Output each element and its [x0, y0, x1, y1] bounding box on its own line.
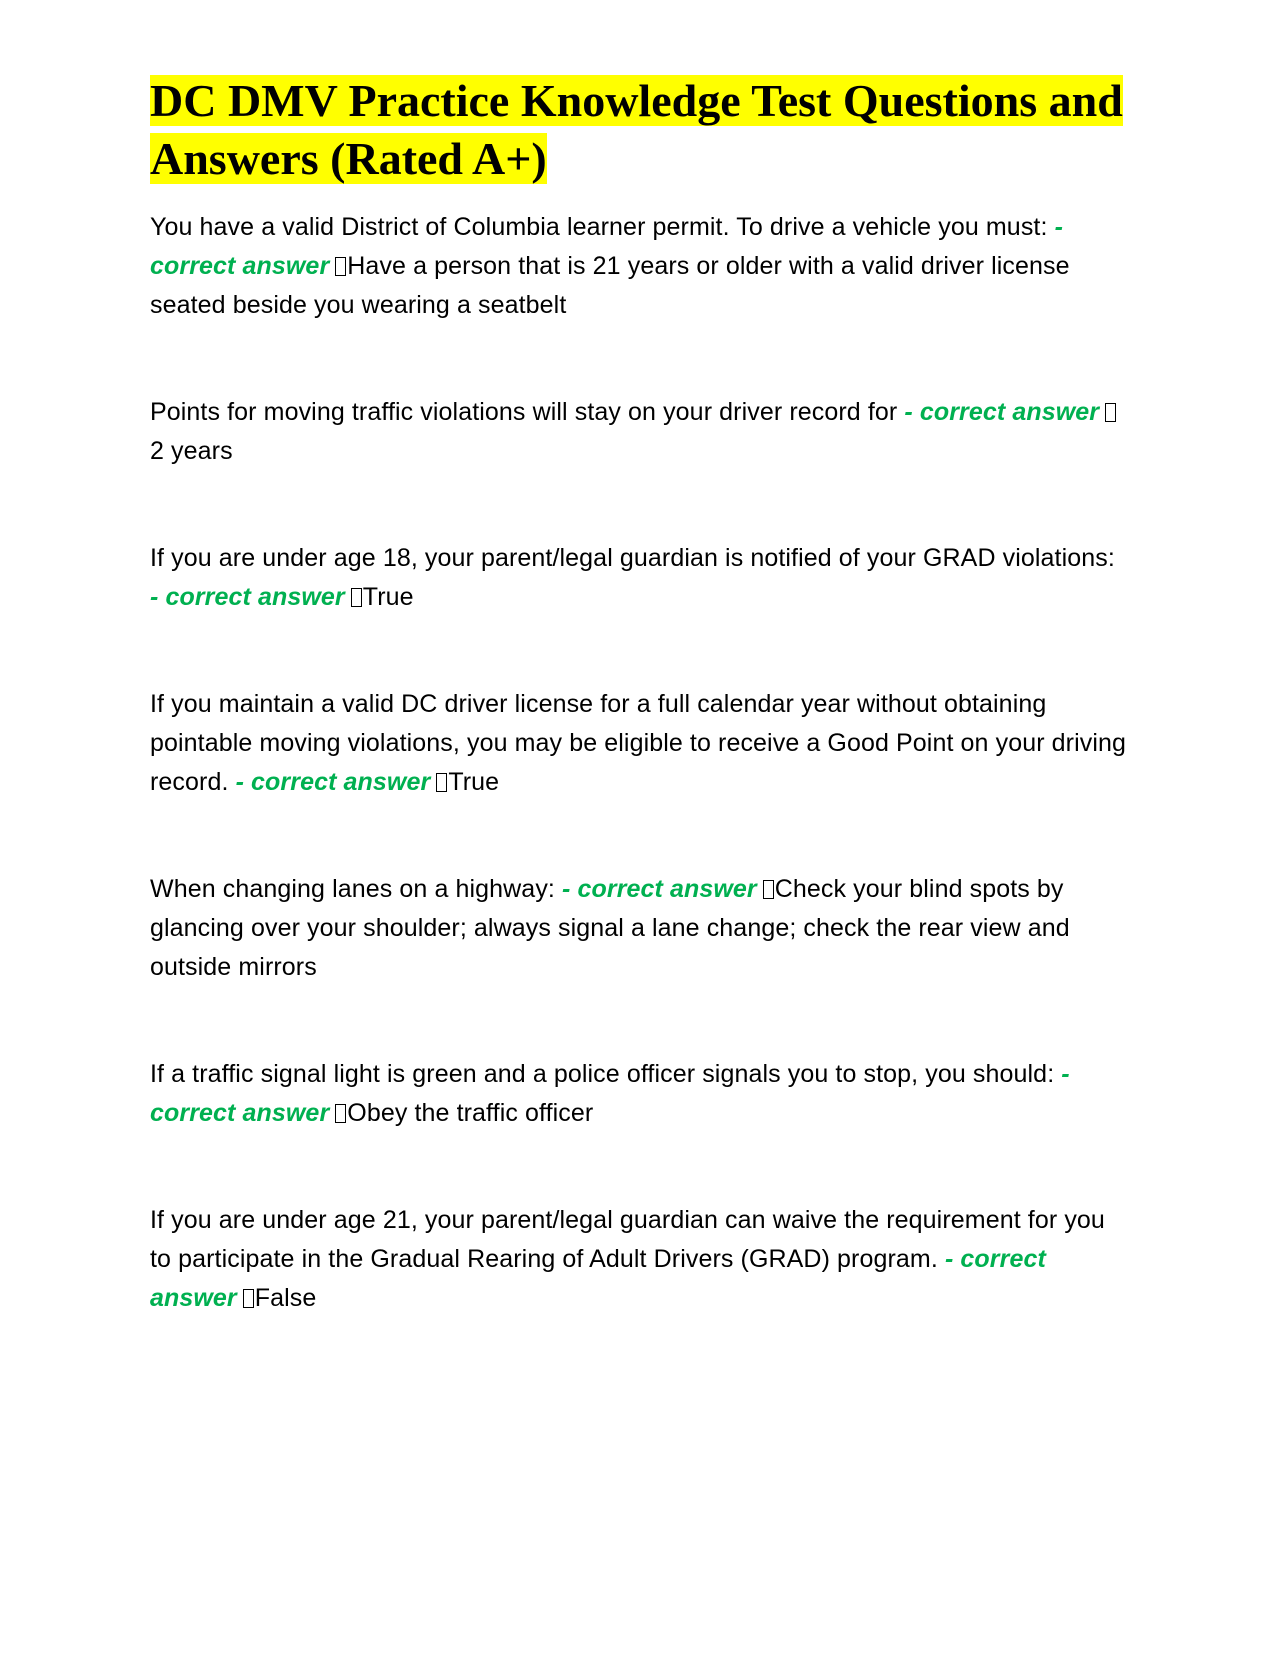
- missing-glyph-box-icon: [763, 880, 774, 899]
- missing-glyph-box-icon: [351, 588, 362, 607]
- missing-glyph-box-icon: [243, 1289, 254, 1308]
- answer-text: True: [362, 583, 414, 611]
- answer-text: True: [448, 768, 500, 796]
- qa-item: [150, 393, 1130, 471]
- correct-answer-marker: - correct answer: [904, 398, 1100, 426]
- document-title: [150, 72, 1130, 188]
- qa-item: [150, 539, 1130, 617]
- document-page: [150, 72, 1130, 1386]
- qa-item: [150, 1201, 1130, 1318]
- question-text: You have a valid District of Columbia learner permit. To drive a vehicle you must:: [150, 213, 1048, 241]
- correct-answer-marker: - correct answer: [562, 875, 757, 903]
- correct-answer-marker: - correct answer: [150, 1245, 1046, 1312]
- missing-glyph-box-icon: [335, 257, 346, 276]
- question-text: If a traffic signal light is green and a police officer signals you to stop, you should:: [150, 1060, 1055, 1088]
- question-text: If you are under age 18, your parent/legal guardian is notified of your GRAD violations:: [150, 544, 1115, 572]
- correct-answer-marker: - correct answer: [235, 768, 431, 796]
- question-text: If you maintain a valid DC driver license for a full calendar year without obtaining pointable moving violations, you may be eligible to receive a Good Point on your driving record.: [150, 690, 1127, 796]
- qa-item: [150, 208, 1130, 325]
- title-highlight: DC DMV Practice Knowledge Test Questions and Answers (Rated A+): [150, 75, 1123, 184]
- missing-glyph-box-icon: [335, 1104, 346, 1123]
- answer-text: Obey the traffic officer: [347, 1099, 594, 1127]
- missing-glyph-box-icon: [1105, 403, 1116, 422]
- correct-answer-marker: - correct answer: [150, 213, 1063, 280]
- qa-item: [150, 685, 1130, 802]
- correct-answer-marker: - correct answer: [150, 1060, 1070, 1127]
- correct-answer-marker: - correct answer: [150, 583, 345, 611]
- answer-text: Check your blind spots by glancing over your shoulder; always signal a lane change; check the rear view and outside mirrors: [150, 875, 1070, 981]
- answer-text: 2 years: [150, 437, 233, 465]
- missing-glyph-box-icon: [436, 773, 447, 792]
- answer-text: Have a person that is 21 years or older with a valid driver license seated beside you wearing a seatbelt: [150, 252, 1070, 319]
- qa-item: [150, 870, 1130, 987]
- answer-text: False: [254, 1284, 317, 1312]
- question-text: If you are under age 21, your parent/legal guardian can waive the requirement for you to participate in the Gradual Rearing of Adult Drivers (GRAD) program.: [150, 1206, 1105, 1273]
- qa-item: [150, 1055, 1130, 1133]
- question-text: Points for moving traffic violations will stay on your driver record for: [150, 398, 898, 426]
- question-text: When changing lanes on a highway:: [150, 875, 555, 903]
